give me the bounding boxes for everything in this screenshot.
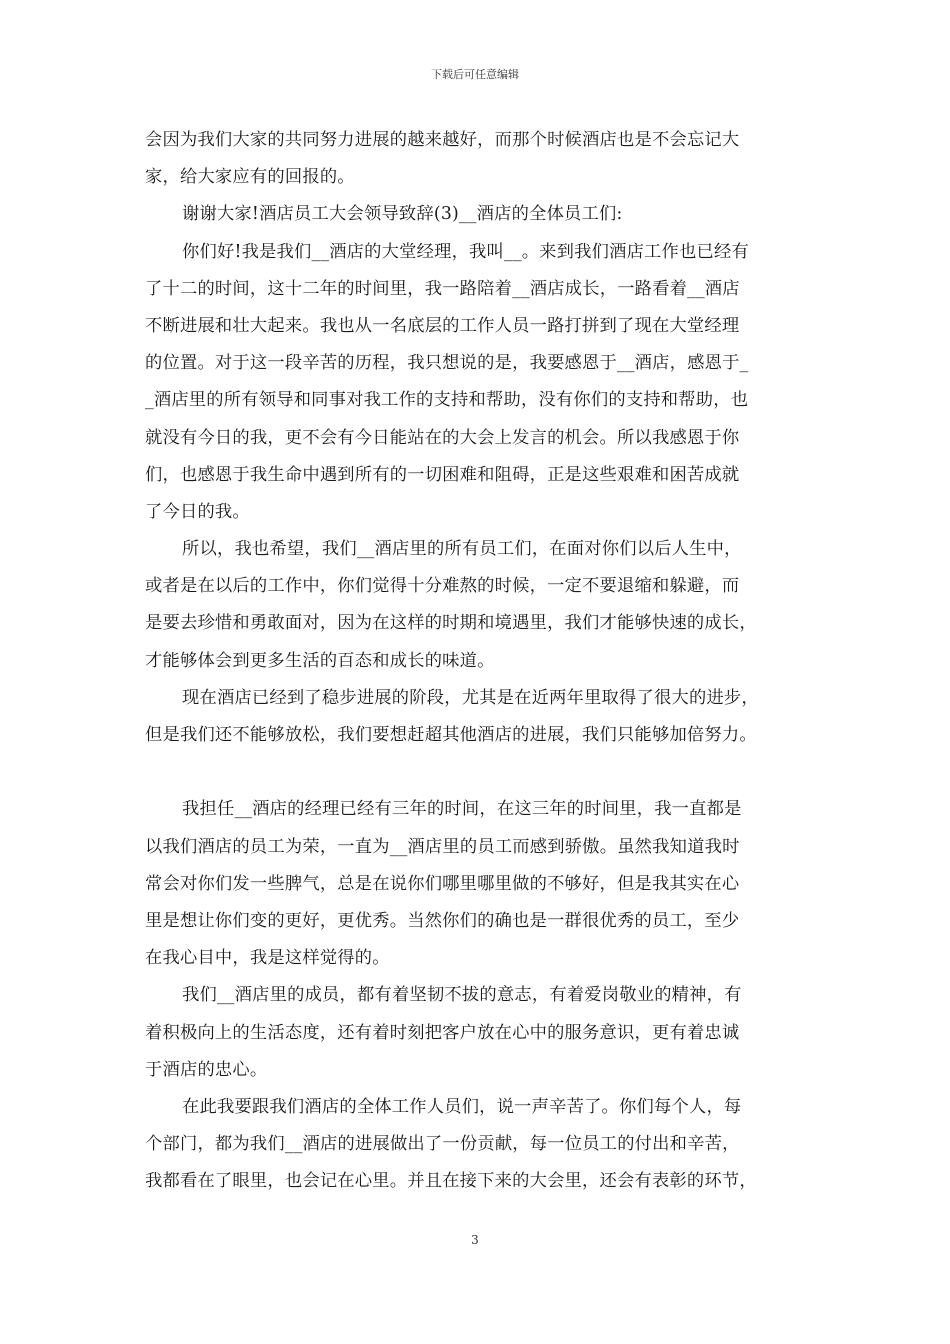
text-line: 着积极向上的生活态度，还有着时刻把客户放在心中的服务意识，更有着忠诚 [145,1022,740,1043]
text-line: 就没有今日的我，更不会有今日能站在的大会上发言的机会。所以我感恩于你 [145,427,740,448]
text-line: 在我心目中，我是这样觉得的。 [145,948,390,969]
text-line: 或者是在以后的工作中，你们觉得十分难熬的时候，一定不要退缩和躲避，而 [145,576,740,597]
text-line: 我担任__酒店的经理已经有三年的时间，在这三年的时间里，我一直都是 [182,799,742,820]
text-line: 以我们酒店的员工为荣，一直为__酒店里的员工而感到骄傲。虽然我知道我时 [145,836,740,857]
text-line: 在此我要跟我们酒店的全体工作人员们，说一声辛苦了。你们每个人，每 [182,1096,742,1117]
text-line: 常会对你们发一些脾气，总是在说你们哪里哪里做的不够好，但是我其实在心 [145,873,740,894]
text-line: 了十二的时间，这十二年的时间里，我一路陪着__酒店成长，一路看着__酒店 [145,278,740,299]
text-line: 于酒店的忠心。 [145,1059,268,1080]
text-line: _酒店里的所有领导和同事对我工作的支持和帮助，没有你们的支持和帮助，也 [145,390,749,411]
text-line: 所以，我也希望，我们__酒店里的所有员工们，在面对你们以后人生中， [182,539,742,560]
text-line: 是要去珍惜和勇敢面对，因为在这样的时期和境遇里，我们才能够快速的成长， [145,613,757,634]
text-line: 谢谢大家!酒店员工大会领导致辞(3)__酒店的全体员工们: [182,204,623,225]
text-line: 们，也感恩于我生命中遇到所有的一切困难和阻碍，正是这些艰难和困苦成就 [145,464,740,485]
text-line: 会因为我们大家的共同努力进展的越来越好，而那个时候酒店也是不会忘记大 [145,130,740,150]
text-line: 的位置。对于这一段辛苦的历程，我只想说的是，我要感恩于__酒店，感恩于_ [145,353,749,374]
text-line: 但是我们还不能够放松，我们要想赶超其他酒店的进展，我们只能够加倍努力。 [145,725,757,745]
page-number: 3 [471,1233,479,1247]
paragraph-gap [145,754,809,791]
text-line: 了今日的我。 [145,501,250,522]
text-line: 个部门，都为我们__酒店的进展做出了一份贡献，每一位员工的付出和辛苦， [145,1134,740,1155]
text-line: 不断进展和壮大起来。我也从一名底层的工作人员一路打拼到了现在大堂经理 [145,315,740,336]
text-line: 里是想让你们变的更好，更优秀。当然你们的确也是一群很优秀的员工，至少 [145,910,740,931]
text-line: 家，给大家应有的回报的。 [145,167,355,188]
text-line: 才能够体会到更多生活的百态和成长的味道。 [145,650,495,671]
page-header: 下载后可任意编辑 [431,68,519,81]
text-line: 我都看在了眼里，也会记在心里。并且在接下来的大会里，还会有表彰的环节， [145,1171,757,1192]
text-line: 我们__酒店里的成员，都有着坚韧不拔的意志，有着爱岗敬业的精神，有 [182,985,742,1006]
document-body [145,122,809,1200]
text-line: 现在酒店已经到了稳步进展的阶段，尤其是在近两年里取得了很大的进步， [182,687,759,708]
text-line: 你们好!我是我们__酒店的大堂经理，我叫__。来到我们酒店工作也已经有 [182,241,749,262]
